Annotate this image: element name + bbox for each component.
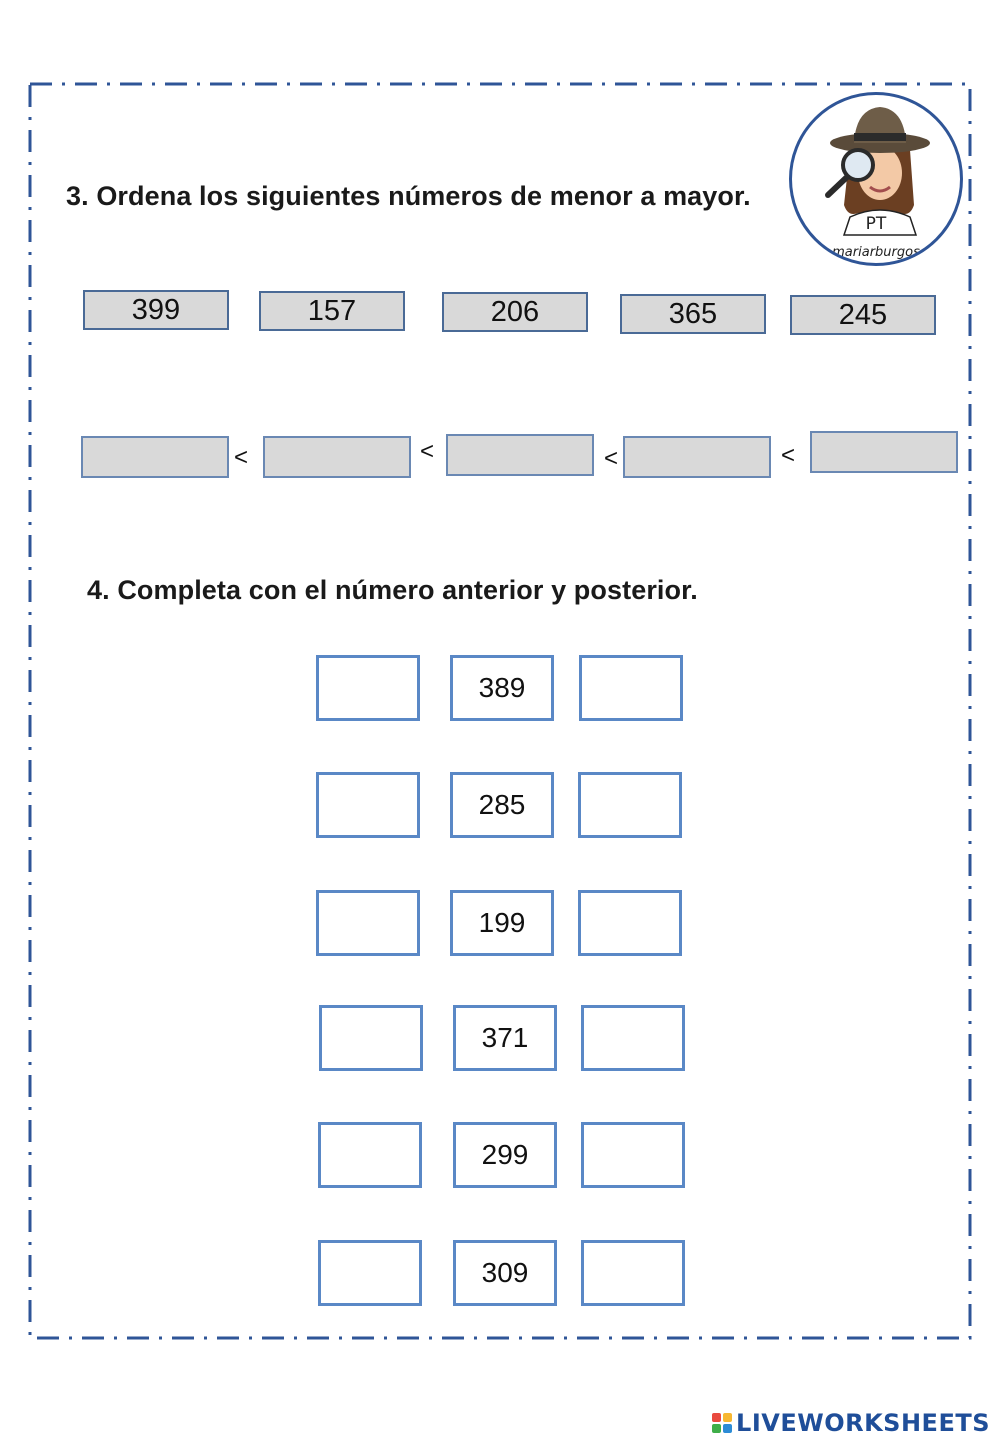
detective-avatar-icon (792, 95, 963, 266)
given-number: 285 (450, 772, 554, 838)
number-tile[interactable]: 399 (83, 290, 229, 330)
order-answer-slot[interactable] (446, 434, 594, 476)
order-answer-slot[interactable] (623, 436, 771, 478)
next-number-input[interactable] (578, 772, 682, 838)
previous-number-input[interactable] (316, 772, 420, 838)
logo-author: mariarburgos (832, 245, 920, 260)
exercise-4-title: 4. Completa con el número anterior y posterior. (87, 575, 698, 605)
given-number: 299 (453, 1122, 557, 1188)
liveworksheets-logo-icon (712, 1413, 732, 1433)
logo-label: PT (865, 214, 887, 234)
next-number-input[interactable] (581, 1122, 685, 1188)
next-number-input[interactable] (579, 655, 683, 721)
next-number-input[interactable] (578, 890, 682, 956)
detective-logo (789, 92, 963, 266)
less-than-sign: < (604, 445, 619, 472)
previous-number-input[interactable] (318, 1240, 422, 1306)
order-answer-slot[interactable] (263, 436, 411, 478)
exercise-3-title: 3. Ordena los siguientes números de menor a mayor. (66, 181, 751, 211)
next-number-input[interactable] (581, 1240, 685, 1306)
less-than-sign: < (420, 438, 435, 465)
given-number: 199 (450, 890, 554, 956)
previous-number-input[interactable] (316, 655, 420, 721)
brand-name: LIVEWORKSHEETS (736, 1409, 990, 1437)
order-answer-slot[interactable] (81, 436, 229, 478)
given-number: 371 (453, 1005, 557, 1071)
given-number: 309 (453, 1240, 557, 1306)
less-than-sign: < (781, 442, 796, 469)
less-than-sign: < (234, 444, 249, 471)
next-number-input[interactable] (581, 1005, 685, 1071)
previous-number-input[interactable] (316, 890, 420, 956)
previous-number-input[interactable] (319, 1005, 423, 1071)
number-tile[interactable]: 157 (259, 291, 405, 331)
number-tile[interactable]: 206 (442, 292, 588, 332)
order-answer-slot[interactable] (810, 431, 958, 473)
previous-number-input[interactable] (318, 1122, 422, 1188)
liveworksheets-brand[interactable] (712, 1408, 990, 1438)
given-number: 389 (450, 655, 554, 721)
number-tile[interactable]: 365 (620, 294, 766, 334)
number-tile[interactable]: 245 (790, 295, 936, 335)
